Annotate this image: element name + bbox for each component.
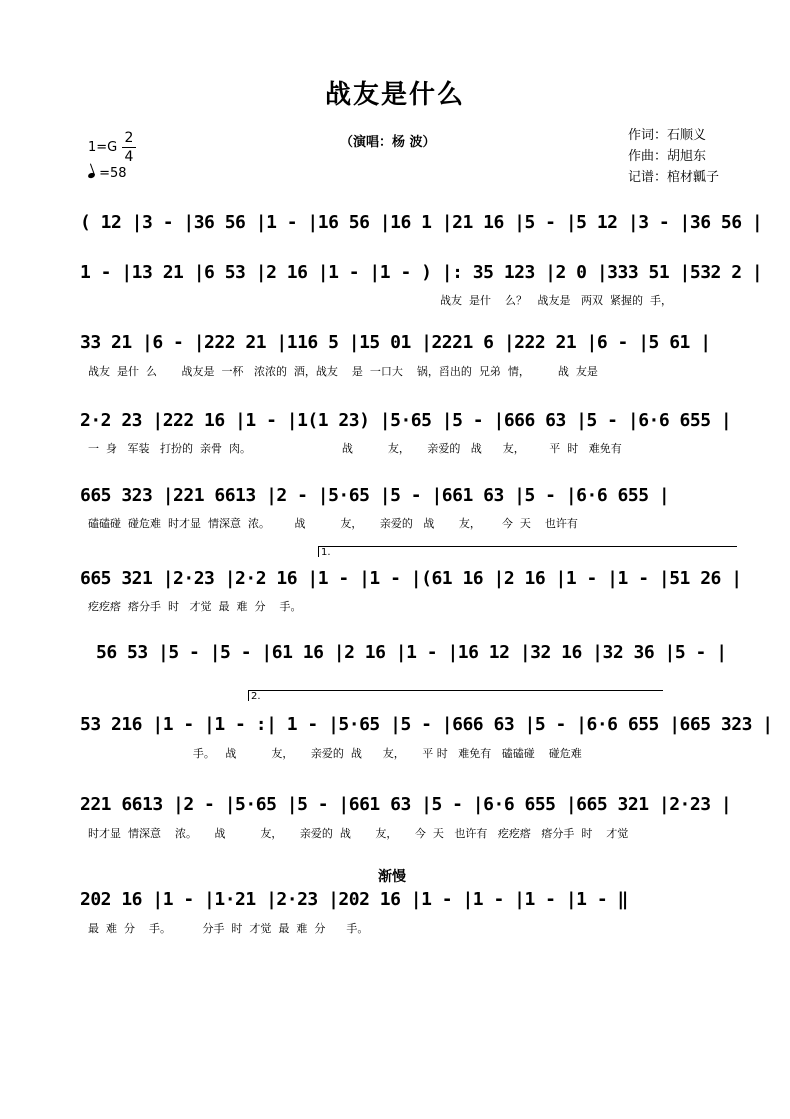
staff-row-9: 221 6613 |2 - |5·65 |5 - |661 63 |5 - |6·6 655 |665 321 |2·23 | <box>80 794 732 815</box>
quarter-note-icon <box>87 172 95 179</box>
time-signature-divider <box>122 147 136 148</box>
time-signature-top: 2 <box>124 130 134 146</box>
lyric-row-6: 疙疙瘩 瘩分手 时 才觉 最 难 分 手。 <box>88 600 302 613</box>
lyricist-credit: 作词：石顺义 <box>628 128 707 143</box>
staff-row-3: 33 21 |6 - |222 21 |116 5 |15 01 |2221 6 |222 21 |6 - |5 61 | <box>80 332 711 353</box>
ritardando-marking: 渐慢 <box>378 869 406 885</box>
lyric-row-10: 最 难 分 手。 分手 时 才觉 最 难 分 手。 <box>88 922 369 935</box>
tempo-marking <box>88 166 127 181</box>
key-signature: 1=G <box>88 140 118 155</box>
staff-row-1: ( 12 |3 - |36 56 |1 - |16 56 |16 1 |21 16 |5 - |5 12 |3 - |36 56 | <box>80 212 763 233</box>
composer-credit: 作曲：胡旭东 <box>628 149 707 164</box>
time-signature <box>122 130 136 165</box>
staff-row-5: 665 323 |221 6613 |2 - |5·65 |5 - |661 63 |5 - |6·6 655 | <box>80 485 670 506</box>
staff-row-6: 665 321 |2·23 |2·2 16 |1 - |1 - |(61 16 |2 16 |1 - |1 - |51 26 | <box>80 568 742 589</box>
staff-row-10: 202 16 |1 - |1·21 |2·23 |202 16 |1 - |1 - |1 - |1 - ‖ <box>80 889 628 910</box>
staff-row-2: 1 - |13 21 |6 53 |2 16 |1 - |1 - ) |: 35 123 |2 0 |333 51 |532 2 | <box>80 262 763 283</box>
staff-row-8: 53 216 |1 - |1 - :| 1 - |5·65 |5 - |666 63 |5 - |6·6 655 |665 323 | <box>80 714 773 735</box>
song-title: 战友是什么 <box>324 80 465 110</box>
lyric-row-5: 磕磕碰 碰危难 时才显 情深意 浓。 战 友， 亲爱的 战 友， 今 天 也许有 <box>88 517 578 530</box>
volta-1: 1. <box>318 546 737 557</box>
lyric-row-8: 手。 战 友， 亲爱的 战 友， 平 时 难免有 磕磕碰 碰危难 <box>88 747 582 760</box>
time-signature-bottom: 4 <box>124 149 134 165</box>
lyric-row-2: 战友 是什 么？ 战友是 两双 紧握的 手， <box>440 294 672 307</box>
transcriber-credit: 记谱：棺材瓤子 <box>628 170 720 185</box>
staff-row-4: 2·2 23 |222 16 |1 - |1(1 23) |5·65 |5 - |666 63 |5 - |6·6 655 | <box>80 410 732 431</box>
lyric-row-3: 战友 是什 么 战友是 一杯 浓浓的 酒，战友 是 一口大 锅，舀出的 兄弟 情， 战 友是 <box>88 365 598 378</box>
performer: （演唱：杨 波） <box>340 135 436 150</box>
volta-2: 2. <box>248 690 663 701</box>
lyric-row-4: 一 身 军装 打扮的 亲骨 肉。 战 友， 亲爱的 战 友， 平 时 难免有 <box>88 442 622 455</box>
tempo-value: =58 <box>99 166 127 181</box>
staff-row-7: 56 53 |5 - |5 - |61 16 |2 16 |1 - |16 12 |32 16 |32 36 |5 - | <box>96 642 727 663</box>
lyric-row-9: 时才显 情深意 浓。 战 友， 亲爱的 战 友， 今 天 也许有 疙疙瘩 瘩分手 时 才觉 <box>88 827 629 840</box>
